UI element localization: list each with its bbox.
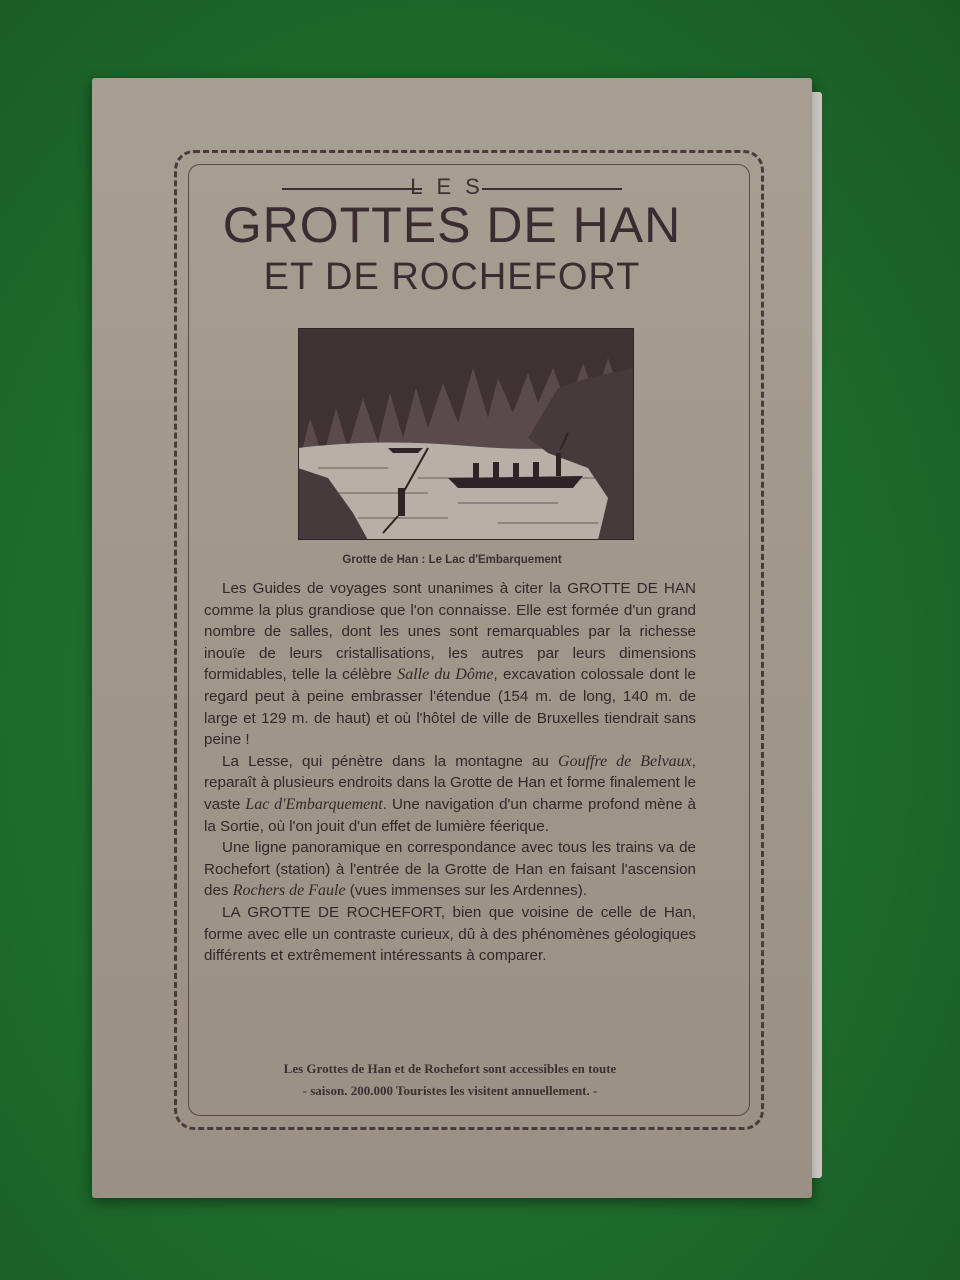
text-run: Les Guides de voyages sont unanimes à citer la GROTTE DE HAN comme la plus grandiose que l'on connaisse. Elle est formée d'un grand nombre de salles, dont les unes sont remarquables par la richesse inouïe de leurs cristallisations, les autres par leurs dimensions formidables, telle la célèbre	[204, 580, 696, 684]
footer-line-2: - saison. 200.000 Touristes les visitent annuellement. -	[302, 1083, 598, 1098]
text-run: , excavation colossale dont le regard peut à peine embrasser l'étendue (154 m. de long, 140 m. de large et 129 m. de haut) et où l'hôtel de ville de Bruxelles tiendrait sans peine !	[204, 666, 696, 749]
text-run: La Lesse, qui pénètre dans la montagne au	[222, 752, 559, 770]
paragraph	[204, 751, 696, 837]
cave-lake-boat-engraving-icon	[298, 328, 634, 540]
paragraph	[204, 837, 696, 902]
body-text	[204, 578, 696, 967]
brochure-cover	[92, 78, 812, 1198]
text-run: , reparaît à plusieurs endroits dans la Grotte de Han et forme finalement le vaste	[204, 752, 697, 813]
text-run: (vues immenses sur les Ardennes).	[345, 882, 587, 900]
italic-run: Rochers de Faule	[232, 882, 346, 900]
italic-run: Salle du Dôme	[397, 666, 494, 684]
paragraph	[204, 578, 696, 751]
title-les: LES	[410, 174, 494, 199]
illustration-caption: Grotte de Han : Le Lac d'Embarquement	[342, 554, 562, 566]
title-sub: ET DE ROCHEFORT	[263, 256, 641, 298]
page-edge	[812, 92, 822, 1178]
text-run: Une ligne panoramique en correspondance avec tous les trains va de Rochefort (station) à l'entrée de la Grotte de Han en faisant l'ascension des	[204, 839, 696, 900]
title-main: GROTTES DE HAN	[222, 197, 682, 253]
paragraph	[204, 902, 696, 967]
text-run: LA GROTTE DE ROCHEFORT, bien que voisine de celle de Han, forme avec elle un contraste curieux, dû à des phénomènes géologiques différents et extrêmement intéressants à comparer.	[204, 903, 696, 965]
italic-run: Lac d'Embarquement	[245, 795, 383, 813]
italic-run: Gouffre de Belvaux	[558, 752, 692, 770]
text-run: . Une navigation d'un charme profond mène à la Sortie, où l'on jouit d'un effet de lumière féerique.	[204, 795, 696, 835]
footer-line-1: Les Grottes de Han et de Rochefort sont accessibles en toute	[283, 1061, 617, 1076]
footer-note	[204, 1058, 696, 1102]
